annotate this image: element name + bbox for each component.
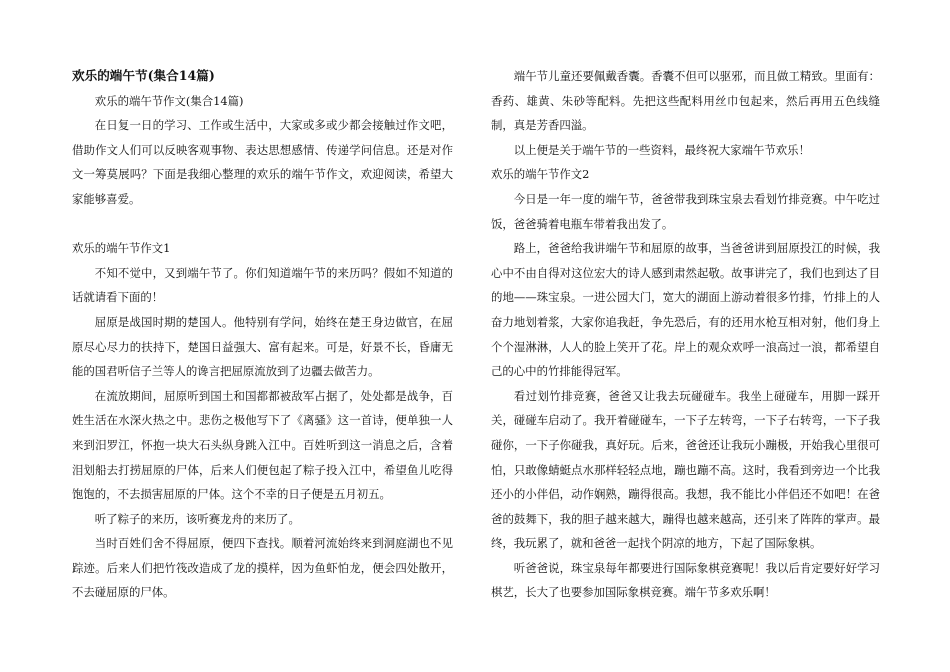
essay2-paragraph-2: 路上，爸爸给我讲端午节和屈原的故事，当爸爸讲到屈原投江的时候，我心中不由自得对这位宏大的诗人感到肃然起敬。故事讲完了，我们也到达了目的地——珠宝泉。一进公园大门，宽大的湖面上游动着很多竹排，竹排上的人奋力地划着浆，大家你追我赶，争先恐后，有的还用水枪互相对射，他们身上个个湿淋淋，人人的脸上笑开了花。岸上的观众欢呼一浪高过一浪，都希望自己的心中的竹排能得冠军。 [491,241,880,379]
essay1-paragraph-6: 端午节儿童还要佩戴香囊。香囊不但可以驱邪，而且做工精致。里面有：香药、雄黄、朱砂等配料。先把这些配料用丝巾包起来，然后再用五色线缝制，真是芳香四溢。 [491,69,880,133]
essay2-paragraph-3: 看过划竹排竞赛，爸爸又让我去玩碰碰车。我坐上碰碰车，用脚一踩开关，碰碰车启动了。我开着碰碰车，一下子左转弯，一下子右转弯，一下子我碰你，一下子你碰我，真好玩。后来，爸爸还让我玩小蹦极，开始我心里很可怕，只敢像蜻蜓点水那样轻轻点地，蹦也蹦不高。这时，我看到旁边一个比我还小的小伴侣，动作娴熟，蹦得很高。我想，我不能比小伴侣还不如吧！在爸爸的鼓舞下，我的胆子越来越大，蹦得也越来越高，还引来了阵阵的掌声。最终，我玩累了，就和爸爸一起找个阴凉的地方，下起了国际象棋。 [491,388,880,551]
essay2-paragraph-4: 听爸爸说，珠宝泉每年都要进行国际象棋竞赛呢！我以后肯定要好好学习棋艺，长大了也要参加国际象棋竞赛。端午节多欢乐啊！ [491,560,880,600]
section-spacer [72,212,453,237]
right-column [491,64,880,605]
essay1-heading: 欢乐的端午节作文1 [72,241,171,256]
essay1-paragraph-3: 在流放期间，屈原听到国土和国都都被敌军占据了，处处都是战争，百姓生活在水深火热之中。悲伤之极他写下了《离骚》这一首诗，便单独一人来到汨罗江，怀抱一块大石头纵身跳入江中。百姓听到这一消息之后，含着泪划船去打捞屈原的尸体，后来人们便包起了粽子投入江中，希望鱼儿吃得饱饱的，不去损害屈原的尸体。这个不幸的日子便是五月初五。 [72,388,453,502]
essay1-paragraph-7: 以上便是关于端午节的一些资料，最终祝大家端午节欢乐！ [513,142,810,157]
intro-paragraph: 在日复一日的学习、工作或生活中，大家或多或少都会接触过作文吧，借助作文人们可以反映客观事物、表达思想感情、传递学问信息。还是对作文一筹莫展吗？下面是我细心整理的欢乐的端午节作文，欢迎阅读，希望大家能够喜爱。 [72,118,453,206]
essay1-paragraph-1: 不知不觉中，又到端午节了。你们知道端午节的来历吗？假如不知道的话就请看下面的！ [72,265,453,305]
essay2-heading: 欢乐的端午节作文2 [491,167,590,182]
essay1-paragraph-5: 当时百姓们舍不得屈原，便四下查找。顺着河流始终来到洞庭湖也不见踪迹。后来人们把竹筏改造成了龙的摸样，因为鱼虾怕龙，便会四处散开，不去碰屈原的尸体。 [72,536,453,600]
document-title: 欢乐的端午节(集合14篇) [72,68,215,83]
essay1-paragraph-2: 屈原是战国时期的楚国人。他特别有学问，始终在楚王身边做官，在屈原尽心尽力的扶持下，楚国日益强大、富有起来。可是，好景不长，昏庸无能的国君听信子兰等人的谗言把屈原流放到了边疆去做苦力。 [72,314,453,379]
left-column [72,64,453,605]
document-subtitle: 欢乐的端午节作文(集合14篇) [94,93,244,108]
essay1-paragraph-4: 听了粽子的来历，该听赛龙舟的来历了。 [94,511,300,526]
essay2-paragraph-1: 今日是一年一度的端午节，爸爸带我到珠宝泉去看划竹排竞赛。中午吃过饭，爸爸骑着电瓶车带着我出发了。 [491,191,880,231]
